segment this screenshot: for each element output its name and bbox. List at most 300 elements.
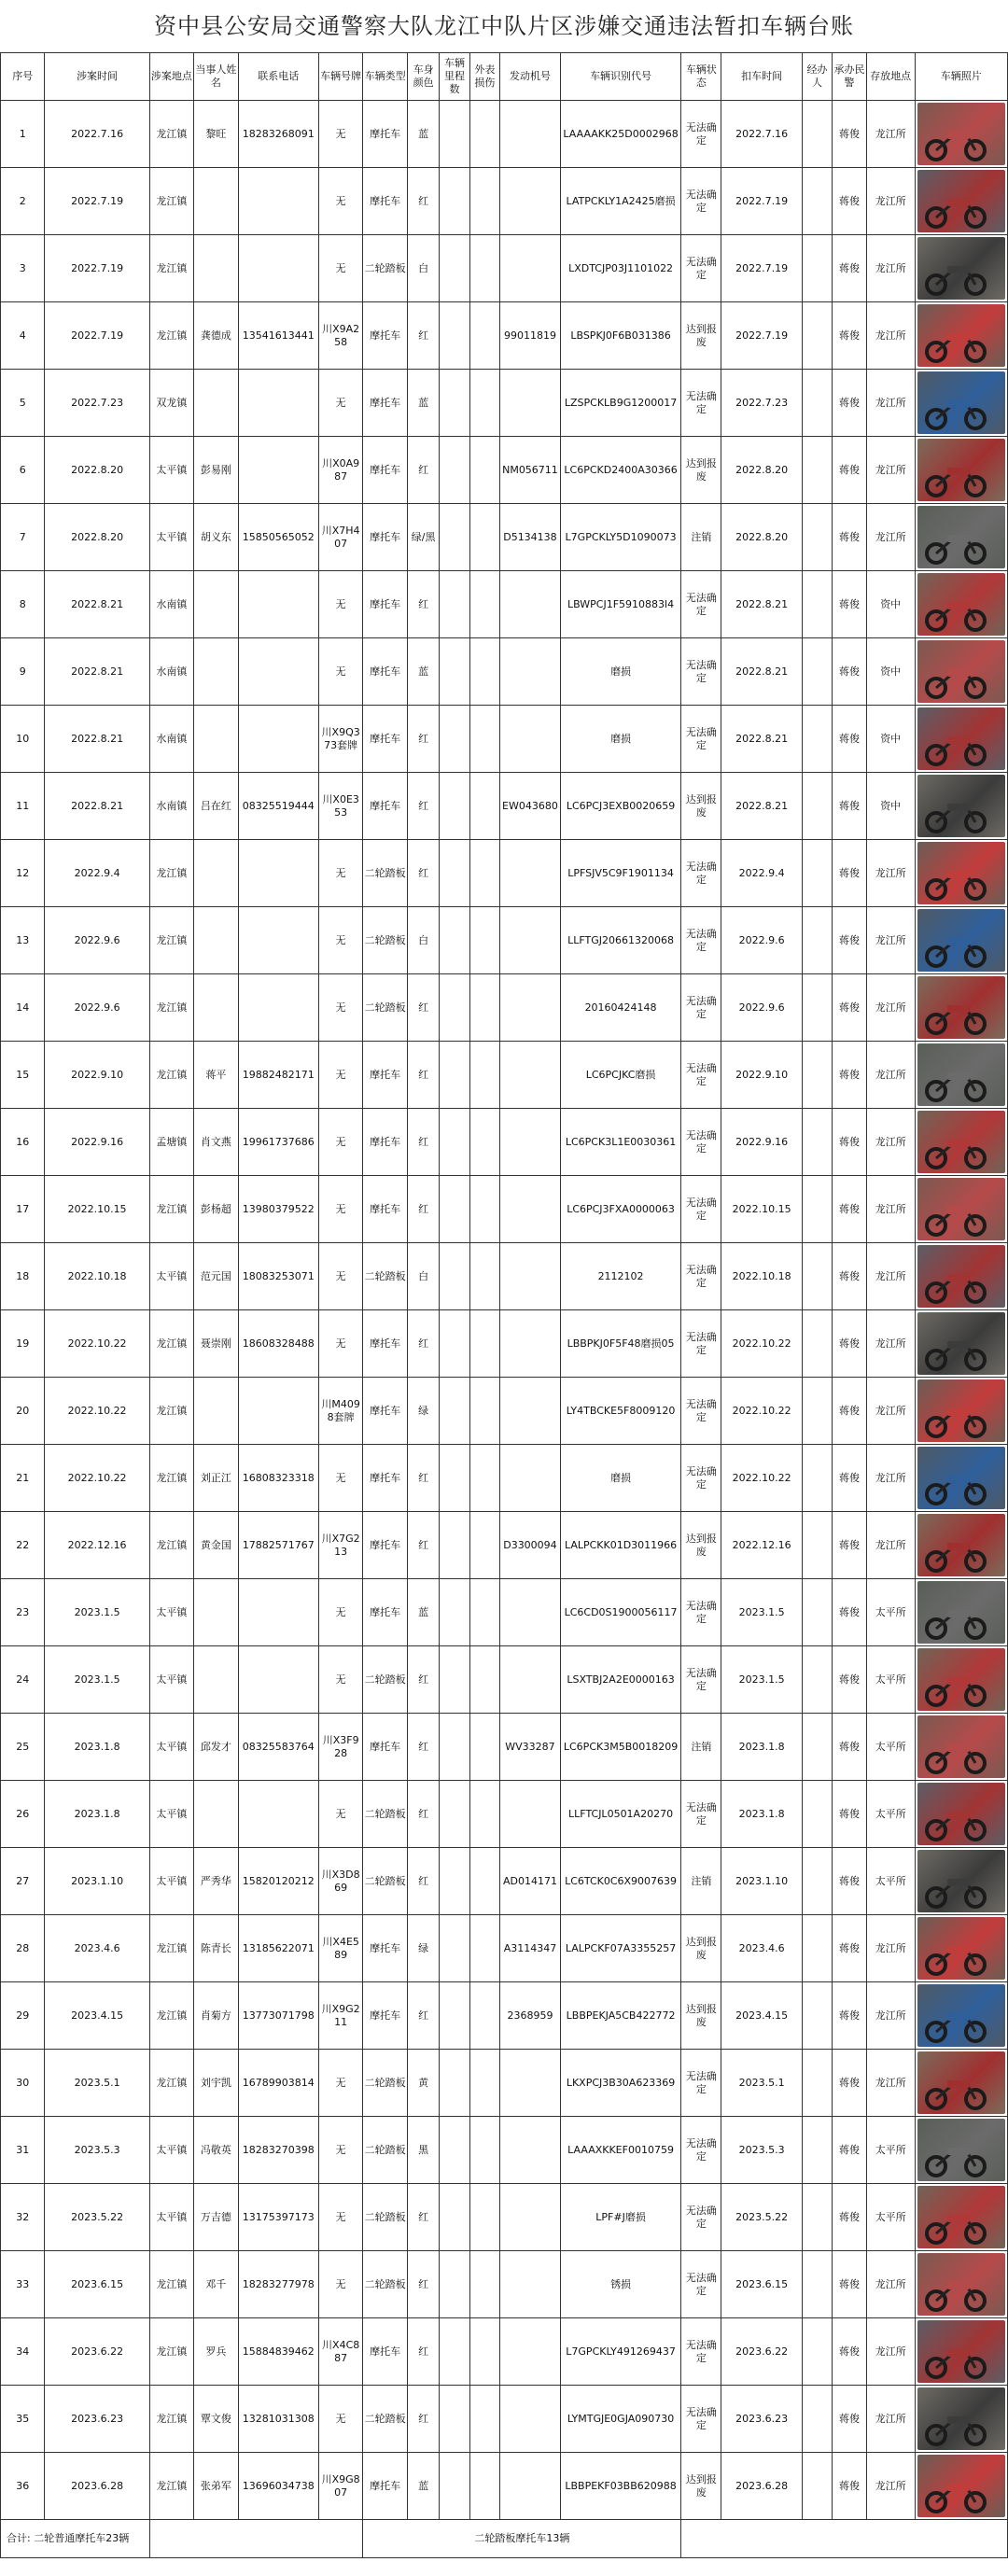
table-cell: 二轮踏板 [363, 2184, 407, 2251]
table-cell: 2022.10.15 [45, 1176, 149, 1243]
table-cell: 红 [407, 1646, 440, 1714]
table-cell [440, 1512, 469, 1579]
table-cell: 无 [318, 2117, 362, 2184]
table-cell [469, 168, 499, 235]
table-cell: LY4TBCKE5F8009120 [560, 1378, 680, 1445]
table-cell [440, 571, 469, 638]
table-cell [469, 1243, 499, 1310]
table-cell: 红 [407, 1310, 440, 1378]
table-cell: 2022.8.21 [45, 571, 149, 638]
table-cell: 刘正江 [194, 1445, 238, 1512]
table-row [1, 1646, 1008, 1714]
motorcycle-photo-image [916, 1109, 1007, 1175]
table-cell [440, 1781, 469, 1848]
table-cell: 红 [407, 1512, 440, 1579]
vehicle-photo [915, 2251, 1007, 2318]
table-cell [802, 2184, 832, 2251]
table-cell: 龙江所 [866, 2251, 915, 2318]
table-cell: 11 [1, 773, 45, 840]
table-row [1, 1310, 1008, 1378]
table-cell: 孟塘镇 [149, 1109, 193, 1176]
table-cell: 龙江镇 [149, 1378, 193, 1445]
table-row [1, 1512, 1008, 1579]
column-header: 涉案时间 [45, 53, 149, 101]
table-cell: 锈损 [560, 2251, 680, 2318]
table-cell: 13281031308 [238, 2386, 318, 2453]
table-cell [194, 168, 238, 235]
table-cell [440, 1378, 469, 1445]
table-cell: 蒋俊 [833, 437, 867, 504]
table-cell: 川M4098套牌 [318, 1378, 362, 1445]
table-cell: LC6PCKD2400A30366 [560, 437, 680, 504]
table-cell: 25 [1, 1714, 45, 1781]
table-cell [440, 1176, 469, 1243]
table-row [1, 504, 1008, 571]
table-cell: 二轮踏板 [363, 1848, 407, 1915]
summary-blank [681, 2520, 1008, 2558]
table-cell: 摩托车 [363, 2318, 407, 2386]
table-cell [440, 1445, 469, 1512]
table-cell [440, 1982, 469, 2050]
table-cell: 蒋俊 [833, 1781, 867, 1848]
table-cell: 13541613441 [238, 302, 318, 370]
table-cell: 龙江所 [866, 1310, 915, 1378]
table-cell [802, 1915, 832, 1982]
table-cell: WV33287 [500, 1714, 561, 1781]
table-cell: 摩托车 [363, 168, 407, 235]
vehicle-photo [915, 235, 1007, 302]
motorcycle-photo-image [916, 1176, 1007, 1242]
table-cell: 龙江所 [866, 370, 915, 437]
vehicle-photo [915, 2386, 1007, 2453]
motorcycle-icon [923, 2073, 988, 2110]
table-cell: 2022.8.21 [721, 706, 802, 773]
column-header: 发动机号 [500, 53, 561, 101]
table-cell: 蒋俊 [833, 1176, 867, 1243]
table-cell [469, 101, 499, 168]
table-cell: 无法确定 [681, 1445, 721, 1512]
table-cell: 红 [407, 1781, 440, 1848]
table-cell: 二轮踏板 [363, 2251, 407, 2318]
motorcycle-icon [923, 998, 988, 1035]
motorcycle-photo-image [916, 302, 1007, 369]
table-cell: LC6PCK3L1E0030361 [560, 1109, 680, 1176]
motorcycle-photo-image [916, 101, 1007, 167]
table-cell: 红 [407, 571, 440, 638]
table-cell [440, 1848, 469, 1915]
table-cell: 13980379522 [238, 1176, 318, 1243]
table-cell: 蒋俊 [833, 1512, 867, 1579]
table-cell: 19 [1, 1310, 45, 1378]
table-cell: 龙江镇 [149, 1915, 193, 1982]
table-cell: 蒋俊 [833, 1042, 867, 1109]
table-cell: 龙江所 [866, 2386, 915, 2453]
table-cell: 龙江镇 [149, 1042, 193, 1109]
table-row [1, 2453, 1008, 2520]
table-cell [440, 2184, 469, 2251]
table-cell: 2022.8.21 [721, 638, 802, 706]
motorcycle-photo-image [916, 504, 1007, 570]
table-cell: 13185622071 [238, 1915, 318, 1982]
table-cell [802, 101, 832, 168]
table-cell: 2022.10.15 [721, 1176, 802, 1243]
motorcycle-photo-image [916, 1378, 1007, 1444]
table-cell [469, 1310, 499, 1378]
table-cell: 川X3F928 [318, 1714, 362, 1781]
table-cell: 2023.5.22 [721, 2184, 802, 2251]
table-cell: 无法确定 [681, 638, 721, 706]
table-cell [469, 2251, 499, 2318]
vehicle-photo [915, 1176, 1007, 1243]
table-cell [802, 1445, 832, 1512]
motorcycle-icon [923, 1603, 988, 1640]
table-cell: 2022.7.19 [721, 302, 802, 370]
table-cell [440, 907, 469, 974]
table-cell: 15884839462 [238, 2318, 318, 2386]
table-cell: 磨损 [560, 638, 680, 706]
table-cell [469, 2318, 499, 2386]
table-cell: 15 [1, 1042, 45, 1109]
table-cell: 蒋俊 [833, 2318, 867, 2386]
table-cell [440, 504, 469, 571]
table-row [1, 2117, 1008, 2184]
table-cell [500, 235, 561, 302]
table-cell: 龙江所 [866, 1042, 915, 1109]
motorcycle-icon [923, 1132, 988, 1169]
table-cell: 太平镇 [149, 2184, 193, 2251]
summary-spacer [149, 2520, 363, 2558]
table-cell: 2023.4.15 [721, 1982, 802, 2050]
motorcycle-photo-image [916, 1512, 1007, 1578]
table-cell: 摩托车 [363, 1714, 407, 1781]
summary-row [1, 2520, 1008, 2558]
table-cell: 龙江所 [866, 101, 915, 168]
table-cell [802, 2251, 832, 2318]
table-cell: 肖菊方 [194, 1982, 238, 2050]
column-header: 联系电话 [238, 53, 318, 101]
motorcycle-photo-image [916, 2184, 1007, 2250]
table-cell: 白 [407, 907, 440, 974]
table-cell [469, 1646, 499, 1714]
table-cell [194, 840, 238, 907]
table-cell: 资中 [866, 638, 915, 706]
table-cell: 无 [318, 840, 362, 907]
table-cell: 太平镇 [149, 1848, 193, 1915]
table-cell: 2023.6.23 [45, 2386, 149, 2453]
table-cell [238, 235, 318, 302]
table-cell: 无 [318, 1579, 362, 1646]
table-cell: 无法确定 [681, 1579, 721, 1646]
table-cell: 无 [318, 1243, 362, 1310]
table-cell [440, 437, 469, 504]
motorcycle-photo-image [916, 2386, 1007, 2452]
table-cell: 红 [407, 840, 440, 907]
table-cell: 绿 [407, 1915, 440, 1982]
vehicle-photo [915, 370, 1007, 437]
table-cell: LATPCKLY1A2425磨损 [560, 168, 680, 235]
table-cell: 太平所 [866, 1646, 915, 1714]
table-cell: 18283268091 [238, 101, 318, 168]
impounded-vehicle-ledger-table [0, 52, 1008, 2558]
table-cell [440, 1915, 469, 1982]
table-cell: 2112102 [560, 1243, 680, 1310]
table-cell [802, 504, 832, 571]
table-cell: A3114347 [500, 1915, 561, 1982]
table-cell: 红 [407, 2386, 440, 2453]
table-cell: 蒋俊 [833, 101, 867, 168]
table-cell: 摩托车 [363, 773, 407, 840]
table-cell: 31 [1, 2117, 45, 2184]
table-cell: 35 [1, 2386, 45, 2453]
motorcycle-icon [923, 595, 988, 632]
table-cell: 无 [318, 1310, 362, 1378]
table-cell: 陈青长 [194, 1915, 238, 1982]
column-header: 涉案地点 [149, 53, 193, 101]
vehicle-photo [915, 1915, 1007, 1982]
table-cell: 无 [318, 168, 362, 235]
table-cell: 2022.8.21 [45, 638, 149, 706]
table-cell [238, 437, 318, 504]
table-cell: 36 [1, 2453, 45, 2520]
table-cell: 红 [407, 168, 440, 235]
table-cell: 2023.1.5 [45, 1646, 149, 1714]
table-cell: 龙江所 [866, 2050, 915, 2117]
table-cell: LLFTGJ20661320068 [560, 907, 680, 974]
table-cell: 2023.1.10 [45, 1848, 149, 1915]
table-cell [500, 1310, 561, 1378]
vehicle-photo [915, 1243, 1007, 1310]
table-cell [440, 101, 469, 168]
table-cell: 18283277978 [238, 2251, 318, 2318]
table-cell: LBSPKJ0F6B031386 [560, 302, 680, 370]
table-cell: 2023.6.28 [721, 2453, 802, 2520]
table-cell [194, 638, 238, 706]
table-cell [238, 168, 318, 235]
table-row [1, 101, 1008, 168]
table-cell: 龙江所 [866, 974, 915, 1042]
table-cell: 2023.5.1 [721, 2050, 802, 2117]
vehicle-photo [915, 2184, 1007, 2251]
table-cell [802, 773, 832, 840]
table-cell: 2022.9.4 [45, 840, 149, 907]
table-cell: 黑 [407, 2117, 440, 2184]
table-cell: LAAAXKKEF0010759 [560, 2117, 680, 2184]
motorcycle-photo-image [916, 2453, 1007, 2519]
table-cell: 无法确定 [681, 1243, 721, 1310]
table-cell: 龙江所 [866, 1109, 915, 1176]
motorcycle-icon [923, 460, 988, 497]
table-cell: LXDTCJP03J1101022 [560, 235, 680, 302]
table-cell: 无法确定 [681, 1109, 721, 1176]
table-cell: 蒋俊 [833, 1109, 867, 1176]
table-cell: 太平镇 [149, 1579, 193, 1646]
table-cell: 无法确定 [681, 1310, 721, 1378]
table-cell: 黎旺 [194, 101, 238, 168]
table-cell: 二轮踏板 [363, 2386, 407, 2453]
vehicle-photo [915, 773, 1007, 840]
vehicle-photo [915, 1781, 1007, 1848]
table-cell: 龙江镇 [149, 101, 193, 168]
motorcycle-photo-image [916, 2251, 1007, 2317]
table-cell: 达到报废 [681, 437, 721, 504]
table-cell: 龙江所 [866, 302, 915, 370]
table-cell: 龙江镇 [149, 1512, 193, 1579]
table-cell [440, 974, 469, 1042]
table-cell: 2023.5.1 [45, 2050, 149, 2117]
table-row [1, 437, 1008, 504]
table-row [1, 1243, 1008, 1310]
motorcycle-icon [923, 191, 988, 229]
table-cell [500, 2117, 561, 2184]
table-cell: 摩托车 [363, 1042, 407, 1109]
table-cell: 无法确定 [681, 1176, 721, 1243]
table-cell: 资中 [866, 706, 915, 773]
table-cell: 资中 [866, 571, 915, 638]
table-cell [500, 1109, 561, 1176]
table-cell [238, 370, 318, 437]
table-cell: 太平所 [866, 1848, 915, 1915]
table-cell: 二轮踏板 [363, 1646, 407, 1714]
table-cell [500, 571, 561, 638]
table-cell: 红 [407, 974, 440, 1042]
table-cell: 2023.4.6 [721, 1915, 802, 1982]
table-cell: 2022.8.21 [721, 571, 802, 638]
table-cell: 2022.7.16 [721, 101, 802, 168]
table-cell [802, 302, 832, 370]
table-cell: 达到报废 [681, 1512, 721, 1579]
column-header: 存放地点 [866, 53, 915, 101]
table-cell: 水南镇 [149, 571, 193, 638]
table-cell: 资中 [866, 773, 915, 840]
table-cell: 龙江所 [866, 840, 915, 907]
table-cell [194, 974, 238, 1042]
table-cell: LBBPEKJA5CB422772 [560, 1982, 680, 2050]
table-cell: 无法确定 [681, 2184, 721, 2251]
table-cell: 2023.1.5 [45, 1579, 149, 1646]
table-cell: 20160424148 [560, 974, 680, 1042]
table-cell: LSXTBJ2A2E0000163 [560, 1646, 680, 1714]
motorcycle-photo-image [916, 1445, 1007, 1511]
table-row [1, 370, 1008, 437]
motorcycle-photo-image [916, 1579, 1007, 1645]
table-cell [500, 2251, 561, 2318]
table-cell: LAAAAKK25D0002968 [560, 101, 680, 168]
table-cell: 摩托车 [363, 504, 407, 571]
table-cell [802, 638, 832, 706]
motorcycle-photo-image [916, 773, 1007, 839]
table-cell: 19882482171 [238, 1042, 318, 1109]
table-cell: 无法确定 [681, 101, 721, 168]
table-cell: 2023.4.15 [45, 1982, 149, 2050]
table-cell: 2022.8.21 [45, 706, 149, 773]
table-cell [440, 638, 469, 706]
table-header-row [1, 53, 1008, 101]
table-row [1, 1176, 1008, 1243]
table-cell [802, 1646, 832, 1714]
table-cell: 无法确定 [681, 2386, 721, 2453]
table-cell [440, 1243, 469, 1310]
vehicle-photo [915, 437, 1007, 504]
table-cell: 太平镇 [149, 504, 193, 571]
table-cell: 川X4C887 [318, 2318, 362, 2386]
table-cell [500, 706, 561, 773]
table-cell: 太平所 [866, 1579, 915, 1646]
table-cell: 23 [1, 1579, 45, 1646]
table-cell: 18283270398 [238, 2117, 318, 2184]
motorcycle-photo-image [916, 1781, 1007, 1847]
vehicle-photo [915, 706, 1007, 773]
table-cell: 注销 [681, 1714, 721, 1781]
table-cell: 2023.5.3 [721, 2117, 802, 2184]
table-cell: 龙江镇 [149, 1982, 193, 2050]
table-cell: 川X9G211 [318, 1982, 362, 2050]
table-cell: 无 [318, 974, 362, 1042]
table-cell: 无法确定 [681, 168, 721, 235]
table-cell: 8 [1, 571, 45, 638]
table-cell: 严秀华 [194, 1848, 238, 1915]
table-cell: 14 [1, 974, 45, 1042]
table-cell: 龙江镇 [149, 235, 193, 302]
column-header: 车辆里程数 [440, 53, 469, 101]
table-cell: 摩托车 [363, 1109, 407, 1176]
vehicle-photo [915, 2453, 1007, 2520]
table-cell [802, 1848, 832, 1915]
table-cell [194, 1378, 238, 1445]
table-cell: 川X4E589 [318, 1915, 362, 1982]
table-cell: 摩托车 [363, 437, 407, 504]
table-cell: 18083253071 [238, 1243, 318, 1310]
motorcycle-icon [923, 326, 988, 363]
table-cell: 2022.8.20 [721, 437, 802, 504]
table-cell: 白 [407, 235, 440, 302]
table-cell [238, 840, 318, 907]
table-cell: 无法确定 [681, 840, 721, 907]
table-cell: 蒋俊 [833, 706, 867, 773]
table-cell [802, 840, 832, 907]
table-cell [238, 974, 318, 1042]
table-cell [802, 974, 832, 1042]
table-cell: 无 [318, 638, 362, 706]
table-cell: L7GPCKLY491269437 [560, 2318, 680, 2386]
table-row [1, 907, 1008, 974]
table-cell: 摩托车 [363, 1579, 407, 1646]
table-row [1, 2050, 1008, 2117]
table-cell: 龙江镇 [149, 907, 193, 974]
table-cell: 蒋俊 [833, 638, 867, 706]
table-cell: 刘宇凯 [194, 2050, 238, 2117]
table-cell: 太平镇 [149, 1781, 193, 1848]
table-cell: 摩托车 [363, 1378, 407, 1445]
table-cell [469, 1445, 499, 1512]
table-cell: 龙江所 [866, 1915, 915, 1982]
table-cell: LPFSJV5C9F1901134 [560, 840, 680, 907]
table-cell: 17882571767 [238, 1512, 318, 1579]
table-row [1, 1781, 1008, 1848]
table-cell [238, 1781, 318, 1848]
table-cell: 水南镇 [149, 706, 193, 773]
table-cell: 龙江所 [866, 1512, 915, 1579]
table-cell: 无法确定 [681, 1646, 721, 1714]
table-cell [440, 1579, 469, 1646]
table-cell: 红 [407, 2251, 440, 2318]
table-cell: 达到报废 [681, 1915, 721, 1982]
vehicle-photo [915, 1714, 1007, 1781]
table-cell [469, 1982, 499, 2050]
table-cell: 龚德成 [194, 302, 238, 370]
table-cell: 2022.10.18 [45, 1243, 149, 1310]
table-cell: 蒋俊 [833, 1646, 867, 1714]
table-cell: 龙江所 [866, 1445, 915, 1512]
